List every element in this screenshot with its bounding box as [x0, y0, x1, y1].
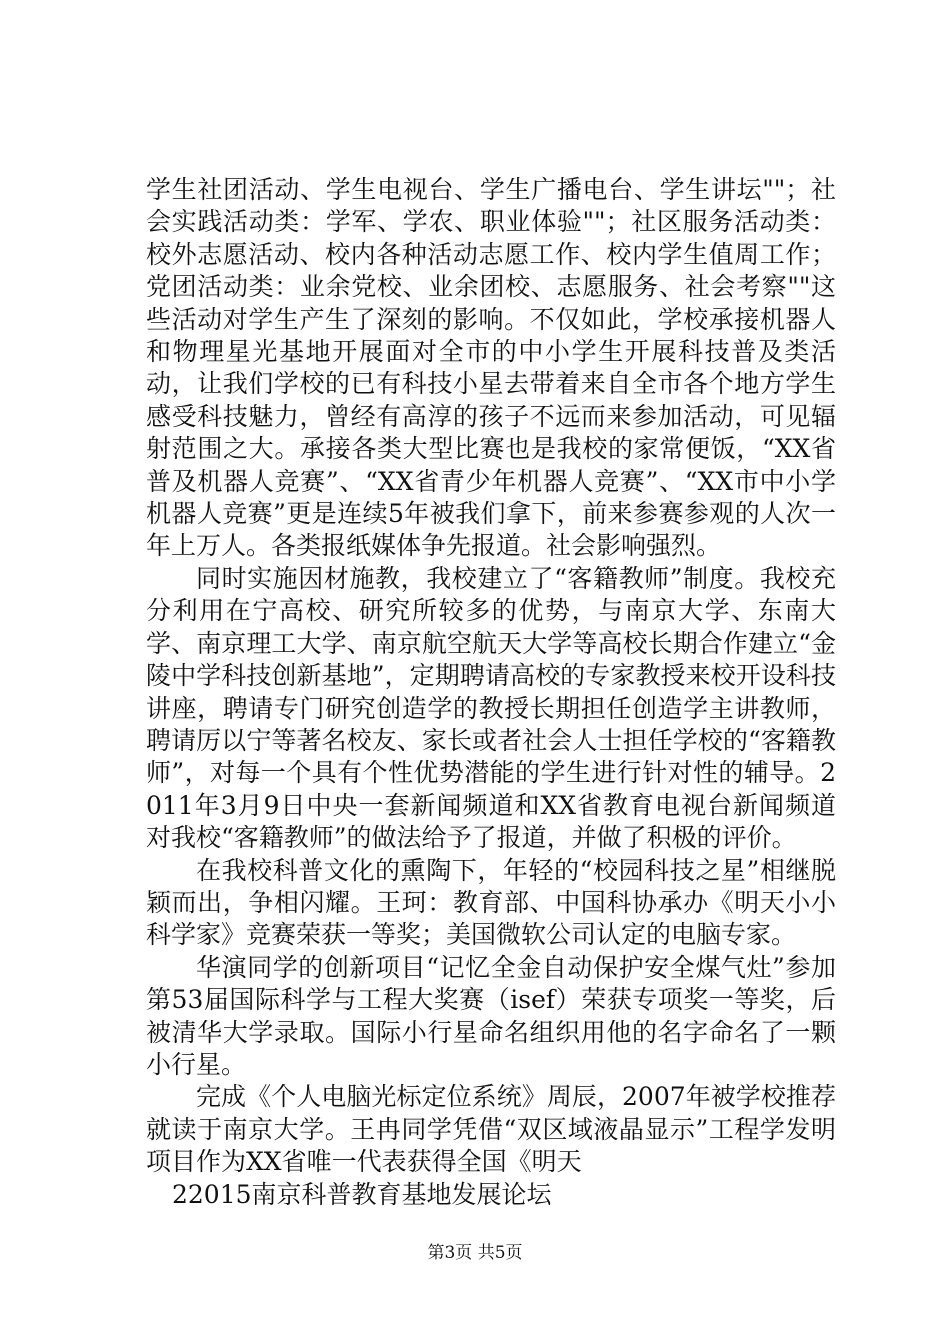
paragraph-4: 华演同学的创新项目“记忆全金自动保护安全煤气灶”参加第53届国际科学与工程大奖赛（isef）荣获专项奖一等奖，后被清华大学录取。国际小行星命名组织用他的名字命名了一颗小行星。 — [146, 952, 836, 1079]
paragraph-5: 完成《个人电脑光标定位系统》周辰，2007年被学校推荐就读于南京大学。王冉同学凭借“双区域液晶显示”工程学发明项目作为XX省唯一代表获得全国《明天 — [146, 1082, 836, 1177]
paragraph-6: 22015南京科普教育基地发展论坛 — [172, 1179, 552, 1209]
page-footer: 第3页 共5页 — [427, 1243, 523, 1263]
paragraph-2: 同时实施因材施教，我校建立了“客籍教师”制度。我校充分利用在宁高校、研究所较多的优势，与南京大学、东南大学、南京理工大学、南京航空航天大学等高校长期合作建立“金陵中学科技创新基地”，定期聘请高校的专家教授来校开设科技讲座，聘请专门研究创造学的教授长期担任创造学主讲教师，聘请厉以宁等著名校友、家长或者社会人士担任学校的“客籍教师”，对每一个具有个性优势潜能的学生进行针对性的辅导。2011年3月9日中央一套新闻频道和XX省教育电视台新闻频道对我校“客籍教师”的做法给予了报道，并做了积极的评价。 — [146, 563, 836, 853]
paragraph-1: 学生社团活动、学生电视台、学生广播电台、学生讲坛""；社会实践活动类：学军、学农、职业体验""；社区服务活动类：校外志愿活动、校内各种活动志愿工作、校内学生值周工作；党团活动类：业余党校、业余团校、志愿服务、社会考察""这些活动对学生产生了深刻的影响。不仅如此，学校承接机器人和物理星光基地开展面对全市的中小学生开展科技普及类活动，让我们学校的已有科技小星去带着来自全市各个地方学生感受科技魅力，曾经有高淳的孩子不远而来参加活动，可见辐射范围之大。承接各类大型比赛也是我校的家常便饭，“XX省普及机器人竞赛”、“XX省青少年机器人竞赛”、“XX市中小学机器人竞赛”更是连续5年被我们拿下，前来参赛参观的人次一年上万人。各类报纸媒体争先报道。社会影响强烈。 — [146, 175, 836, 561]
document-body — [146, 174, 836, 1211]
paragraph-3: 在我校科普文化的熏陶下，年轻的“校园科技之星”相继脱颖而出，争相闪耀。王珂：教育部、中国科协承办《明天小小科学家》竞赛荣获一等奖；美国微软公司认定的电脑专家。 — [146, 855, 836, 950]
